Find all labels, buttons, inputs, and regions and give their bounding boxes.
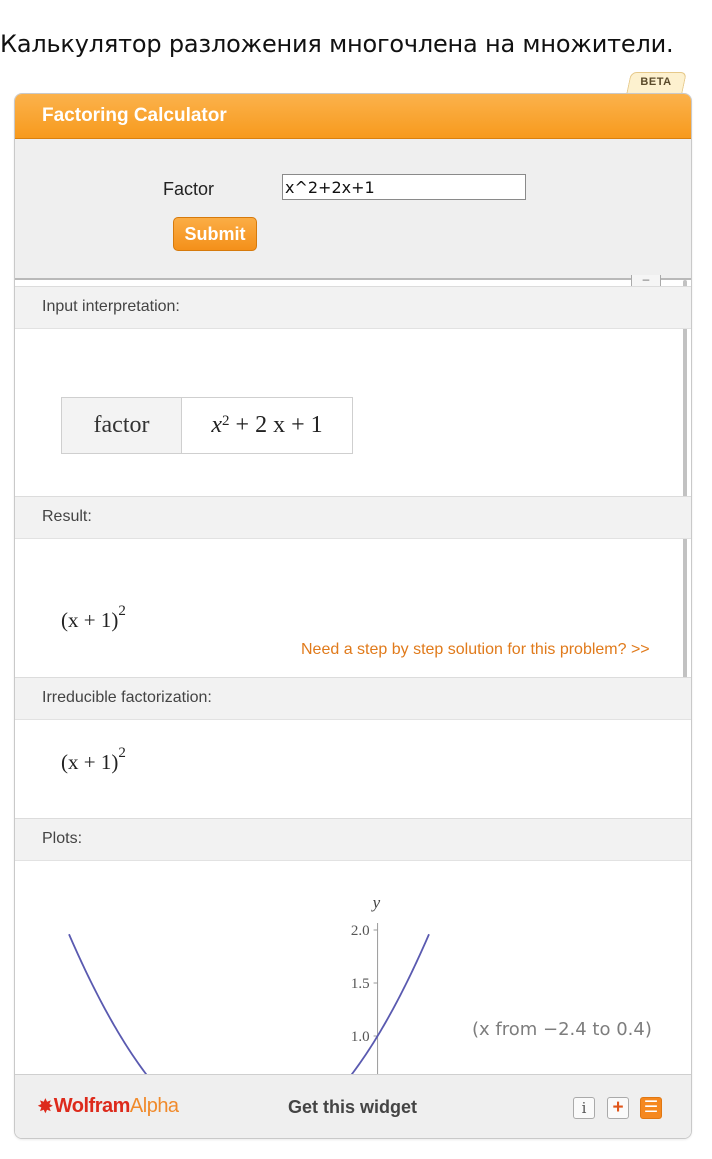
interpretation-table [61,397,353,454]
interpretation-function: factor [62,398,182,453]
pod-title: Plots: [42,830,83,847]
pod-title: Input interpretation: [42,298,180,315]
y-tick-label: 1.0 [350,1029,370,1045]
factoring-widget [14,93,692,1139]
widget-title: Factoring Calculator [42,105,227,126]
widget-titlebar [15,94,691,139]
pod-header-input-interpretation [15,286,691,329]
expr-base: (x + 1) [61,608,119,632]
y-tick-label: 2.0 [350,923,370,939]
wolfram-star-icon: ✸ [37,1095,54,1118]
plot-curve [69,934,429,1074]
logo-word-alpha: Alpha [129,1095,179,1117]
wolframalpha-logo[interactable] [37,1095,179,1118]
get-widget-link[interactable]: Get this widget [288,1097,418,1117]
scrollbar[interactable] [683,280,687,698]
expr-base: (x + 1) [61,750,119,774]
beta-label: BETA [640,76,672,88]
submit-button[interactable]: Submit [173,217,257,251]
interpretation-expression [182,398,352,453]
widget-footer [15,1074,691,1139]
plot-range-note: (x from −2.4 to 0.4) [472,1019,652,1040]
page-heading: Калькулятор разложения многочлена на множители. [0,30,674,58]
logo-word-wolfram: Wolfram [53,1095,130,1117]
expr-exponent: 2 [118,745,126,761]
expr-rest: + 2 x + 1 [229,412,323,438]
irreducible-expression [61,745,126,775]
pod-header-result [15,496,691,539]
factor-label: Factor [163,179,215,199]
pod-header-plots [15,818,691,861]
plot-chart [15,861,691,1074]
input-panel [15,139,691,280]
pod-title: Irreducible factorization: [42,689,212,706]
expr-exponent: 2 [118,603,126,619]
info-icon[interactable]: i [573,1097,595,1119]
expr-exponent: 2 [222,413,230,429]
y-axis-label: y [372,893,381,912]
pod-title: Result: [42,508,92,525]
y-tick-label: 1.5 [350,976,370,992]
share-icon[interactable]: ☰ [640,1097,662,1119]
expr-base: x [211,412,223,438]
step-by-step-link[interactable]: Need a step by step solution for this problem? >> [301,641,650,658]
result-expression [61,603,126,633]
factor-input[interactable] [282,174,526,200]
collapse-button[interactable]: – [631,275,661,290]
pod-header-irreducible [15,677,691,720]
plus-icon[interactable]: + [607,1097,629,1119]
